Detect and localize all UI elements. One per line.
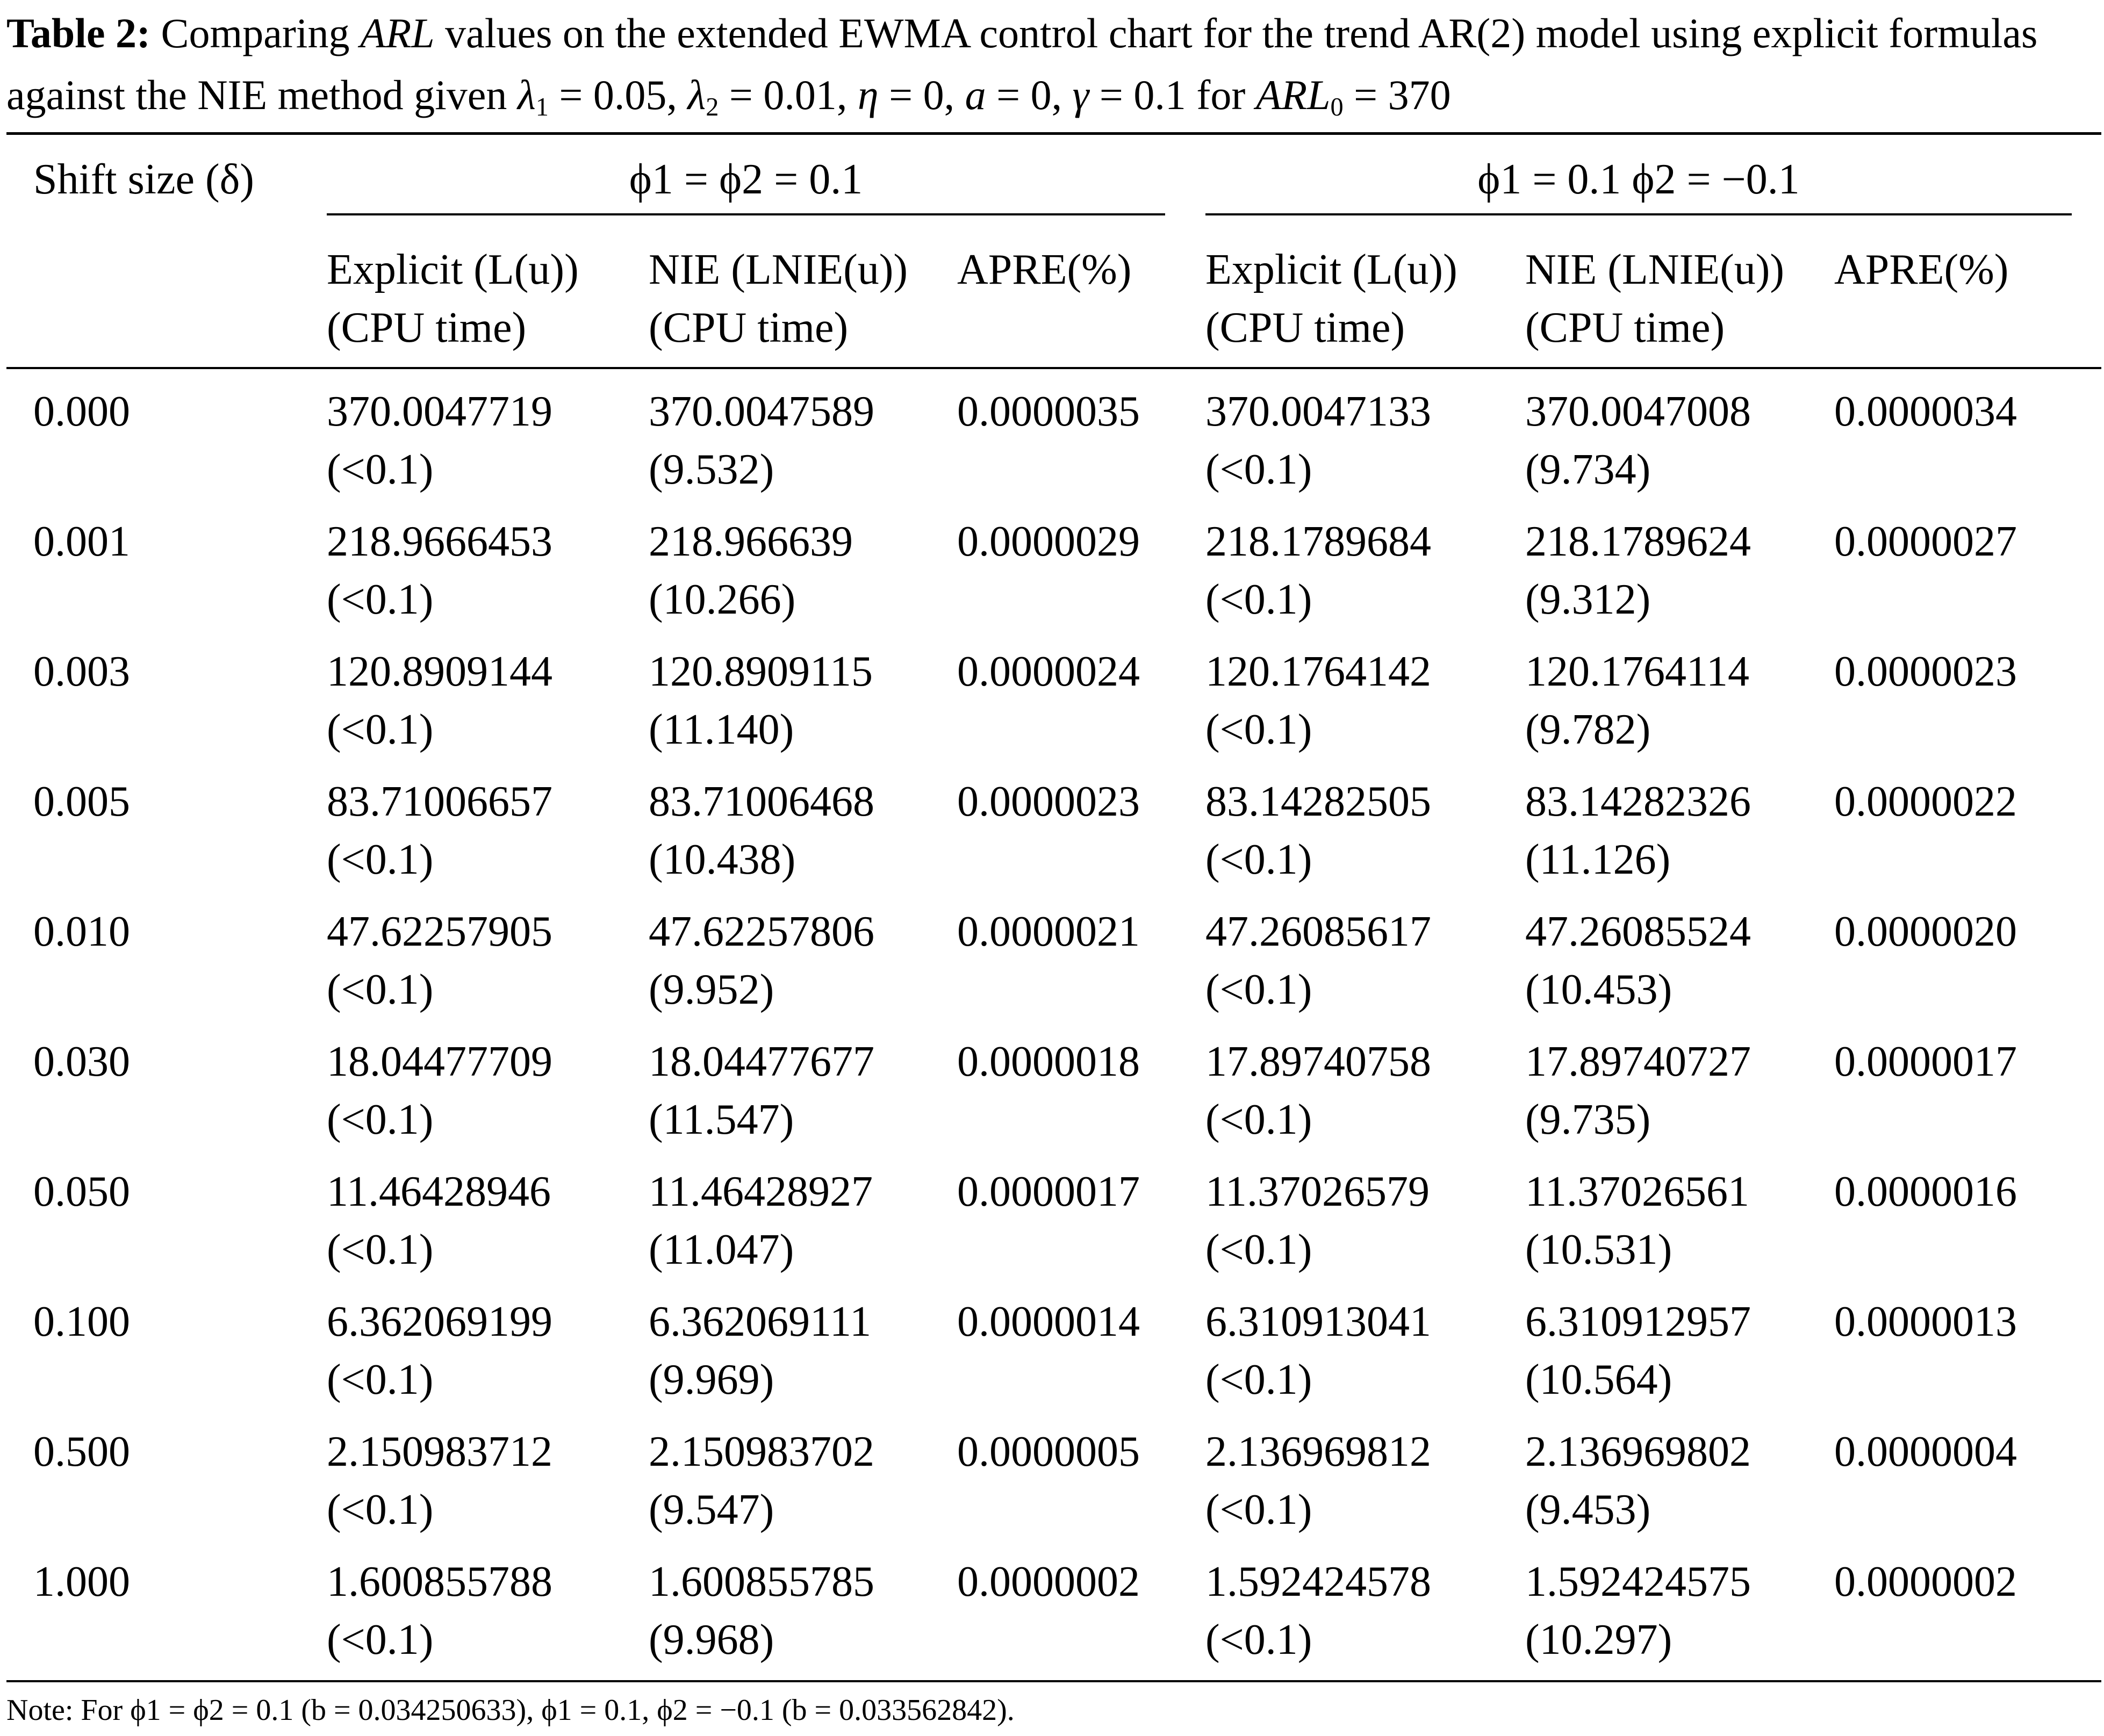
value-text: 370.0047589 xyxy=(649,388,874,435)
value-text: 11.37026579 xyxy=(1205,1168,1430,1215)
value-text: 17.89740758 xyxy=(1205,1038,1431,1085)
value-cell xyxy=(1834,513,2017,571)
value-text: 0.0000014 xyxy=(957,1298,1140,1345)
value-text: 0.0000002 xyxy=(1834,1558,2017,1605)
table-top-rule xyxy=(6,132,2101,135)
cpu-time-text: (10.297) xyxy=(1525,1616,1672,1663)
value-cell xyxy=(327,1293,552,1409)
header-bottom-rule xyxy=(6,367,2101,369)
value-text: 6.310913041 xyxy=(1205,1298,1431,1345)
cpu-time-text: (10.531) xyxy=(1525,1226,1672,1273)
value-text: 11.37026561 xyxy=(1525,1168,1750,1215)
cpu-time-text: (<0.1) xyxy=(1205,1486,1312,1533)
value-text: 11.46428946 xyxy=(327,1168,551,1215)
value-text: 83.14282505 xyxy=(1205,778,1431,825)
value-text: 1.592424578 xyxy=(1205,1558,1431,1605)
value-text: 2.136969812 xyxy=(1205,1428,1431,1475)
value-text: 1.600855788 xyxy=(327,1558,552,1605)
value-cell xyxy=(957,773,1140,831)
value-cell xyxy=(957,1033,1140,1091)
shift-size-cell: 0.005 xyxy=(33,778,130,825)
cpu-time-text: (<0.1) xyxy=(1205,1096,1312,1143)
cpu-time-text: (9.968) xyxy=(649,1616,774,1663)
value-text: 0.0000018 xyxy=(957,1038,1140,1085)
group2-header: ϕ1 = 0.1 ϕ2 = −0.1 xyxy=(1477,156,1800,203)
cpu-time-text: (9.952) xyxy=(649,966,774,1013)
shift-size-cell: 0.003 xyxy=(33,648,130,695)
value-cell xyxy=(649,1033,874,1149)
cpu-time-text: (<0.1) xyxy=(1205,446,1312,493)
shift-size-cell: 0.500 xyxy=(33,1428,130,1475)
value-text: 370.0047719 xyxy=(327,388,552,435)
value-cell xyxy=(957,1423,1140,1481)
value-cell xyxy=(1205,1423,1431,1539)
table-bottom-rule xyxy=(6,1680,2101,1682)
cpu-time-text: (<0.1) xyxy=(327,836,434,883)
value-cell xyxy=(649,643,873,759)
value-text: 370.0047008 xyxy=(1525,388,1751,435)
value-text: 0.0000017 xyxy=(1834,1038,2017,1085)
cpu-time-text: (11.547) xyxy=(649,1096,794,1143)
shift-size-cell: 1.000 xyxy=(33,1558,130,1605)
value-text: 0.0000024 xyxy=(957,648,1140,695)
value-text: 0.0000029 xyxy=(957,518,1140,565)
cpu-time-text: (9.969) xyxy=(649,1356,774,1403)
value-text: 218.966639 xyxy=(649,518,853,565)
value-cell xyxy=(957,513,1140,571)
value-cell xyxy=(649,1293,871,1409)
cpu-time-text: (<0.1) xyxy=(327,1226,434,1273)
cpu-time-text: (10.266) xyxy=(649,576,796,623)
cpu-time-text: (<0.1) xyxy=(1205,1356,1312,1403)
value-cell xyxy=(649,513,853,629)
table-note: Note: For ϕ1 = ϕ2 = 0.1 (b = 0.034250633), ϕ1 = 0.1, ϕ2 = −0.1 (b = 0.033562842). xyxy=(6,1694,1015,1727)
value-text: 0.0000002 xyxy=(957,1558,1140,1605)
value-cell xyxy=(1205,643,1431,759)
value-cell xyxy=(649,903,874,1019)
value-text: 83.71006657 xyxy=(327,778,552,825)
value-cell xyxy=(1525,1293,1751,1409)
cpu-time-text: (9.734) xyxy=(1525,446,1651,493)
value-text: 2.150983702 xyxy=(649,1428,874,1475)
shift-size-header: Shift size (δ) xyxy=(33,156,254,203)
cpu-time-text: (<0.1) xyxy=(327,706,434,753)
value-cell xyxy=(1525,903,1751,1019)
value-cell xyxy=(649,1423,874,1539)
value-text: 218.1789624 xyxy=(1525,518,1751,565)
value-cell xyxy=(957,643,1140,701)
col-header-explicit-1: Explicit (L(u)) (CPU time) xyxy=(327,246,579,351)
value-cell xyxy=(1834,1553,2017,1611)
cpu-time-text: (9.547) xyxy=(649,1486,774,1533)
caption-label: Table 2: xyxy=(6,10,151,56)
cpu-time-text: (<0.1) xyxy=(327,446,434,493)
value-text: 1.600855785 xyxy=(649,1558,874,1605)
cpu-time-text: (<0.1) xyxy=(327,576,434,623)
value-cell xyxy=(1834,1293,2017,1351)
value-text: 1.592424575 xyxy=(1525,1558,1751,1605)
col-header-nie-1: NIE (LNIE(u)) (CPU time) xyxy=(649,246,908,351)
value-text: 0.0000022 xyxy=(1834,778,2017,825)
value-cell xyxy=(327,1163,551,1279)
cpu-time-text: (<0.1) xyxy=(1205,706,1312,753)
shift-size-cell: 0.100 xyxy=(33,1298,130,1345)
value-cell xyxy=(1834,643,2017,701)
value-text: 0.0000013 xyxy=(1834,1298,2017,1345)
col-header-explicit-2: Explicit (L(u)) (CPU time) xyxy=(1205,246,1457,351)
value-text: 6.362069111 xyxy=(649,1298,872,1345)
cpu-time-text: (11.140) xyxy=(649,706,794,753)
value-text: 47.62257905 xyxy=(327,908,552,955)
value-text: 0.0000023 xyxy=(1834,648,2017,695)
value-cell xyxy=(1205,513,1431,629)
value-text: 0.0000004 xyxy=(1834,1428,2017,1475)
cpu-time-text: (10.564) xyxy=(1525,1356,1672,1403)
value-cell xyxy=(327,513,552,629)
value-cell xyxy=(1525,1033,1751,1149)
value-text: 47.26085524 xyxy=(1525,908,1751,955)
value-text: 18.04477677 xyxy=(649,1038,874,1085)
value-text: 120.1764114 xyxy=(1525,648,1750,695)
value-cell xyxy=(649,1163,873,1279)
value-text: 0.0000020 xyxy=(1834,908,2017,955)
cpu-time-text: (10.438) xyxy=(649,836,796,883)
cpu-time-text: (<0.1) xyxy=(1205,1226,1312,1273)
value-text: 0.0000034 xyxy=(1834,388,2017,435)
value-cell xyxy=(327,773,552,889)
value-text: 0.0000027 xyxy=(1834,518,2017,565)
value-text: 0.0000005 xyxy=(957,1428,1140,1475)
value-text: 47.62257806 xyxy=(649,908,874,955)
value-cell xyxy=(1205,1033,1431,1149)
value-text: 2.136969802 xyxy=(1525,1428,1751,1475)
value-cell xyxy=(327,903,552,1019)
cpu-time-text: (9.453) xyxy=(1525,1486,1651,1533)
value-text: 0.0000023 xyxy=(957,778,1140,825)
cpu-time-text: (<0.1) xyxy=(1205,966,1312,1013)
value-text: 6.362069199 xyxy=(327,1298,552,1345)
value-cell xyxy=(1205,1293,1431,1409)
cpu-time-text: (10.453) xyxy=(1525,966,1672,1013)
value-text: 120.8909115 xyxy=(649,648,873,695)
value-cell xyxy=(649,773,874,889)
value-cell xyxy=(327,643,552,759)
value-cell xyxy=(649,383,874,499)
value-text: 120.1764142 xyxy=(1205,648,1431,695)
value-text: 83.14282326 xyxy=(1525,778,1751,825)
value-cell xyxy=(1834,383,2017,441)
group2-underline xyxy=(1205,213,2072,215)
value-cell xyxy=(1525,773,1751,889)
value-text: 17.89740727 xyxy=(1525,1038,1751,1085)
cpu-time-text: (<0.1) xyxy=(1205,576,1312,623)
cpu-time-text: (<0.1) xyxy=(327,966,434,1013)
value-cell xyxy=(957,1553,1140,1611)
cpu-time-text: (<0.1) xyxy=(327,1616,434,1663)
value-cell xyxy=(1205,1163,1430,1279)
shift-size-cell: 0.000 xyxy=(33,388,130,435)
value-text: 0.0000016 xyxy=(1834,1168,2017,1215)
value-cell xyxy=(1834,773,2017,831)
value-text: 2.150983712 xyxy=(327,1428,552,1475)
value-text: 83.71006468 xyxy=(649,778,874,825)
col-header-apre-1: APRE(%) xyxy=(957,246,1132,293)
value-text: 47.26085617 xyxy=(1205,908,1431,955)
value-text: 120.8909144 xyxy=(327,648,552,695)
shift-size-cell: 0.010 xyxy=(33,908,130,955)
value-cell xyxy=(1525,513,1751,629)
value-cell xyxy=(1525,383,1751,499)
value-cell xyxy=(649,1553,874,1669)
table-caption: Table 2: Comparing ARL values on the extended EWMA control chart for the trend AR(2) model using explicit formulas against the NIE method given $\lambda_1 = 0.05$, $\lambda_2 = 0.01$, η = 0, a = 0, γ = 0.1 for $ARL_0 = 370$ xyxy=(6,10,2038,122)
value-cell xyxy=(1834,1033,2017,1091)
value-cell xyxy=(1525,1163,1749,1279)
shift-size-cell: 0.001 xyxy=(33,518,130,565)
value-text: 0.0000017 xyxy=(957,1168,1140,1215)
value-cell xyxy=(1834,1163,2017,1221)
value-cell xyxy=(327,1033,552,1149)
cpu-time-text: (9.532) xyxy=(649,446,774,493)
shift-size-cell: 0.030 xyxy=(33,1038,130,1085)
cpu-time-text: (11.126) xyxy=(1525,836,1671,883)
value-cell xyxy=(1525,1553,1751,1669)
cpu-time-text: (9.312) xyxy=(1525,576,1651,623)
value-cell xyxy=(957,903,1140,961)
col-header-apre-2: APRE(%) xyxy=(1834,246,2009,293)
cpu-time-text: (9.782) xyxy=(1525,706,1651,753)
value-text: 18.04477709 xyxy=(327,1038,552,1085)
value-cell xyxy=(1205,773,1431,889)
cpu-time-text: (11.047) xyxy=(649,1226,794,1273)
value-text: 11.46428927 xyxy=(649,1168,873,1215)
value-text: 6.310912957 xyxy=(1525,1298,1751,1345)
value-cell xyxy=(1834,1423,2017,1481)
value-text: 0.0000021 xyxy=(957,908,1140,955)
value-cell xyxy=(1525,643,1749,759)
group1-header: ϕ1 = ϕ2 = 0.1 xyxy=(629,156,863,203)
value-text: 218.1789684 xyxy=(1205,518,1431,565)
value-cell xyxy=(957,383,1140,441)
value-cell xyxy=(957,1293,1140,1351)
value-cell xyxy=(1205,383,1431,499)
value-cell xyxy=(1834,903,2017,961)
col-header-nie-2: NIE (LNIE(u)) (CPU time) xyxy=(1525,246,1784,351)
value-cell xyxy=(327,383,552,499)
cpu-time-text: (<0.1) xyxy=(327,1486,434,1533)
cpu-time-text: (<0.1) xyxy=(327,1096,434,1143)
value-cell xyxy=(1205,903,1431,1019)
cpu-time-text: (<0.1) xyxy=(1205,836,1312,883)
value-text: 370.0047133 xyxy=(1205,388,1431,435)
cpu-time-text: (<0.1) xyxy=(327,1356,434,1403)
value-text: 0.0000035 xyxy=(957,388,1140,435)
value-cell xyxy=(327,1423,552,1539)
value-cell xyxy=(1525,1423,1751,1539)
shift-size-cell: 0.050 xyxy=(33,1168,130,1215)
value-text: 218.9666453 xyxy=(327,518,552,565)
cpu-time-text: (9.735) xyxy=(1525,1096,1651,1143)
value-cell xyxy=(1205,1553,1431,1669)
value-cell xyxy=(957,1163,1140,1221)
value-cell xyxy=(327,1553,552,1669)
group1-underline xyxy=(327,213,1165,215)
cpu-time-text: (<0.1) xyxy=(1205,1616,1312,1663)
